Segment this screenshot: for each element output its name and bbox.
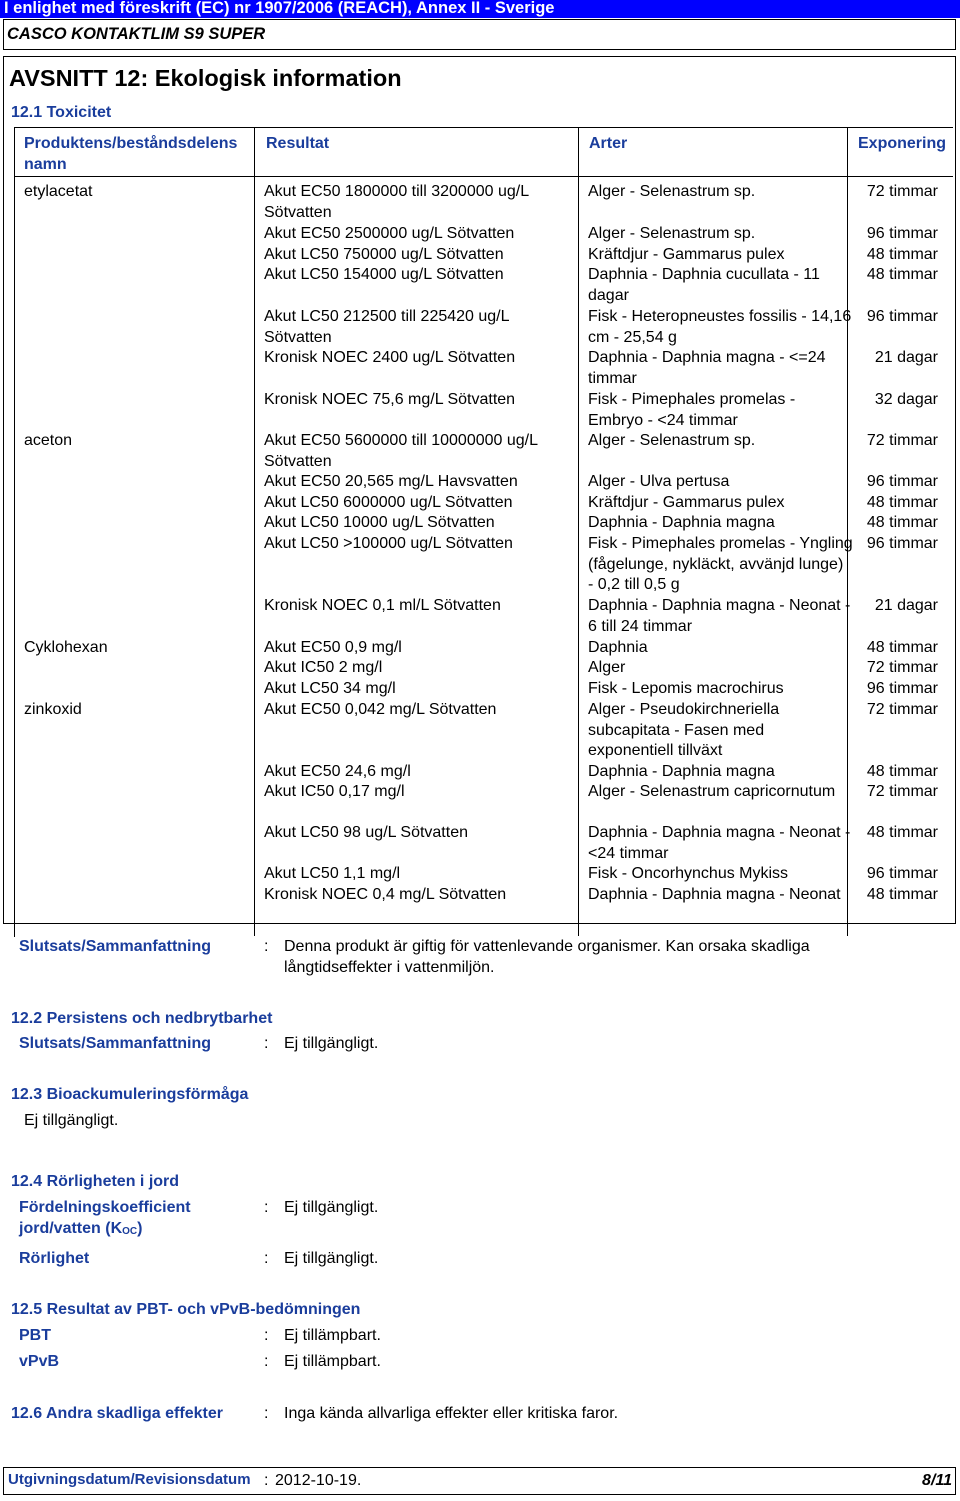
- exposure-cell: 96 timmar: [866, 865, 938, 882]
- result-cell: Akut LC50 1,1 mg/l: [264, 865, 401, 882]
- persistence-heading: 12.2 Persistens och nedbrytbarhet: [11, 1010, 273, 1027]
- pbt-label: PBT: [19, 1327, 51, 1344]
- mobility-label: Rörlighet: [19, 1250, 90, 1267]
- result-cell: Kronisk NOEC 0,1 ml/L Sötvatten: [264, 597, 501, 614]
- field-colon: :: [264, 1199, 269, 1216]
- species-cell: Daphnia - Daphnia magna: [588, 763, 775, 780]
- field-colon: :: [264, 1353, 269, 1370]
- exposure-cell: 72 timmar: [866, 659, 938, 676]
- column-header-species: Arter: [589, 135, 628, 152]
- bioaccumulation-heading: 12.3 Bioackumuleringsförmåga: [11, 1086, 249, 1103]
- pbt-heading: 12.5 Resultat av PBT- och vPvB-bedömningen: [11, 1301, 361, 1318]
- toxicity-heading: 12.1 Toxicitet: [11, 104, 112, 121]
- species-cell: Daphnia - Daphnia magna: [588, 514, 775, 531]
- exposure-cell: 48 timmar: [866, 494, 938, 511]
- result-cell: Akut EC50 5600000 till 10000000 ug/L Sötvatten: [264, 432, 538, 470]
- exposure-cell: 72 timmar: [866, 783, 938, 800]
- species-cell: Fisk - Pimephales promelas - Yngling (fågelunge, nykläckt, avvänjd lunge) - 0,2 till 0,5 g: [588, 535, 853, 594]
- exposure-cell: 48 timmar: [866, 763, 938, 780]
- species-cell: Kräftdjur - Gammarus pulex: [588, 246, 785, 263]
- mobility-value: Ej tillgängligt.: [284, 1250, 379, 1267]
- exposure-cell: 48 timmar: [866, 639, 938, 656]
- exposure-cell: 48 timmar: [866, 266, 938, 283]
- result-cell: Akut LC50 34 mg/l: [264, 680, 396, 697]
- species-cell: Fisk - Lepomis macrochirus: [588, 680, 784, 697]
- bioaccumulation-value: Ej tillgängligt.: [24, 1112, 119, 1129]
- regulation-title: I enlighet med föreskrift (EC) nr 1907/2006 (REACH), Annex II - Sverige: [4, 0, 555, 17]
- exposure-cell: 72 timmar: [866, 432, 938, 449]
- species-cell: Alger - Selenastrum sp.: [588, 183, 756, 200]
- vpvb-label: vPvB: [19, 1353, 60, 1370]
- species-cell: Daphnia - Daphnia magna - Neonat - 6 till 24 timmar: [588, 597, 851, 635]
- result-cell: Akut IC50 0,17 mg/l: [264, 783, 405, 800]
- toxicity-summary-label: Slutsats/Sammanfattning: [19, 938, 212, 955]
- exposure-cell: 48 timmar: [866, 824, 938, 841]
- exposure-cell: 72 timmar: [866, 183, 938, 200]
- field-colon: :: [264, 1035, 269, 1052]
- exposure-cell: 96 timmar: [866, 225, 938, 242]
- field-colon: :: [264, 1405, 269, 1422]
- exposure-cell: 72 timmar: [866, 701, 938, 718]
- product-name: CASCO KONTAKTLIM S9 SUPER: [7, 25, 266, 43]
- species-cell: Daphnia - Daphnia cucullata - 11 dagar: [588, 266, 820, 304]
- koc-label-line2: jord/vatten (KOC): [19, 1220, 143, 1237]
- species-cell: Daphnia - Daphnia magna - Neonat: [588, 886, 841, 903]
- component-name: etylacetat: [24, 183, 93, 200]
- result-cell: Akut EC50 2500000 ug/L Sötvatten: [264, 225, 515, 242]
- result-cell: Kronisk NOEC 0,4 mg/L Sötvatten: [264, 886, 507, 903]
- toxicity-summary-text: Denna produkt är giftig för vattenlevande organismer. Kan orsaka skadliga långtidseffekter i vattenmiljön.: [284, 938, 810, 976]
- exposure-cell: 48 timmar: [866, 514, 938, 531]
- column-header-result: Resultat: [266, 135, 330, 152]
- koc-label: Fördelningskoefficient: [19, 1199, 191, 1216]
- column-header-component: Produktens/beståndsdelens namn: [24, 135, 238, 173]
- result-cell: Kronisk NOEC 2400 ug/L Sötvatten: [264, 349, 516, 366]
- field-colon: :: [264, 1472, 269, 1489]
- species-cell: Daphnia - Daphnia magna - <=24 timmar: [588, 349, 826, 387]
- species-cell: Alger: [588, 659, 626, 676]
- result-cell: Akut LC50 750000 ug/L Sötvatten: [264, 246, 504, 263]
- result-cell: Akut LC50 212500 till 225420 ug/L Sötvatten: [264, 308, 509, 346]
- result-cell: Akut EC50 20,565 mg/L Havsvatten: [264, 473, 518, 490]
- field-colon: :: [264, 1327, 269, 1344]
- exposure-cell: 96 timmar: [866, 680, 938, 697]
- other-effects-value: Inga kända allvarliga effekter eller kritiska faror.: [284, 1405, 619, 1422]
- mobility-heading: 12.4 Rörligheten i jord: [11, 1173, 180, 1190]
- species-cell: Daphnia - Daphnia magna - Neonat - <24 timmar: [588, 824, 851, 862]
- field-colon: :: [264, 938, 269, 955]
- result-cell: Akut EC50 0,042 mg/L Sötvatten: [264, 701, 497, 718]
- species-cell: Alger - Selenastrum sp.: [588, 432, 756, 449]
- species-cell: Alger - Selenastrum sp.: [588, 225, 756, 242]
- species-cell: Alger - Selenastrum capricornutum: [588, 783, 836, 800]
- result-cell: Akut LC50 10000 ug/L Sötvatten: [264, 514, 495, 531]
- result-cell: Akut LC50 >100000 ug/L Sötvatten: [264, 535, 513, 552]
- component-name: zinkoxid: [24, 701, 82, 718]
- field-colon: :: [264, 1250, 269, 1267]
- vpvb-value: Ej tillämpbart.: [284, 1353, 381, 1370]
- species-cell: Daphnia: [588, 639, 648, 656]
- exposure-cell: 96 timmar: [866, 308, 938, 325]
- footer-date: 2012-10-19.: [275, 1472, 362, 1489]
- species-cell: Fisk - Heteropneustes fossilis - 14,16 cm - 25,54 g: [588, 308, 852, 346]
- toxicity-table-header: [15, 128, 953, 177]
- persistence-label: Slutsats/Sammanfattning: [19, 1035, 212, 1052]
- result-cell: Akut LC50 154000 ug/L Sötvatten: [264, 266, 504, 283]
- exposure-cell: 48 timmar: [866, 246, 938, 263]
- column-divider: [254, 127, 255, 936]
- component-name: Cyklohexan: [24, 639, 108, 656]
- result-cell: Akut EC50 24,6 mg/l: [264, 763, 411, 780]
- exposure-cell: 96 timmar: [866, 535, 938, 552]
- column-header-exposure: Exponering: [858, 135, 947, 152]
- result-cell: Akut EC50 0,9 mg/l: [264, 639, 402, 656]
- pbt-value: Ej tillämpbart.: [284, 1327, 381, 1344]
- exposure-cell: 21 dagar: [874, 349, 938, 366]
- result-cell: Akut LC50 6000000 ug/L Sötvatten: [264, 494, 513, 511]
- persistence-value: Ej tillgängligt.: [284, 1035, 379, 1052]
- result-cell: Akut LC50 98 ug/L Sötvatten: [264, 824, 468, 841]
- result-cell: Kronisk NOEC 75,6 mg/L Sötvatten: [264, 391, 516, 408]
- page-number: 8/11: [922, 1472, 952, 1489]
- species-cell: Alger - Pseudokirchneriella subcapitata - Fasen med exponentiell tillväxt: [588, 701, 780, 760]
- footer-date-label: Utgivningsdatum/Revisionsdatum: [8, 1471, 251, 1488]
- species-cell: Fisk - Pimephales promelas - Embryo - <24 timmar: [588, 391, 796, 429]
- section-title: AVSNITT 12: Ekologisk information: [9, 65, 402, 91]
- exposure-cell: 48 timmar: [866, 886, 938, 903]
- koc-value: Ej tillgängligt.: [284, 1199, 379, 1216]
- species-cell: Kräftdjur - Gammarus pulex: [588, 494, 785, 511]
- species-cell: Alger - Ulva pertusa: [588, 473, 730, 490]
- exposure-cell: 21 dagar: [874, 597, 938, 614]
- exposure-cell: 96 timmar: [866, 473, 938, 490]
- result-cell: Akut IC50 2 mg/l: [264, 659, 383, 676]
- result-cell: Akut EC50 1800000 till 3200000 ug/L Sötvatten: [264, 183, 529, 221]
- component-name: aceton: [24, 432, 73, 449]
- species-cell: Fisk - Oncorhynchus Mykiss: [588, 865, 789, 882]
- other-effects-heading: 12.6 Andra skadliga effekter: [11, 1405, 223, 1422]
- exposure-cell: 32 dagar: [874, 391, 938, 408]
